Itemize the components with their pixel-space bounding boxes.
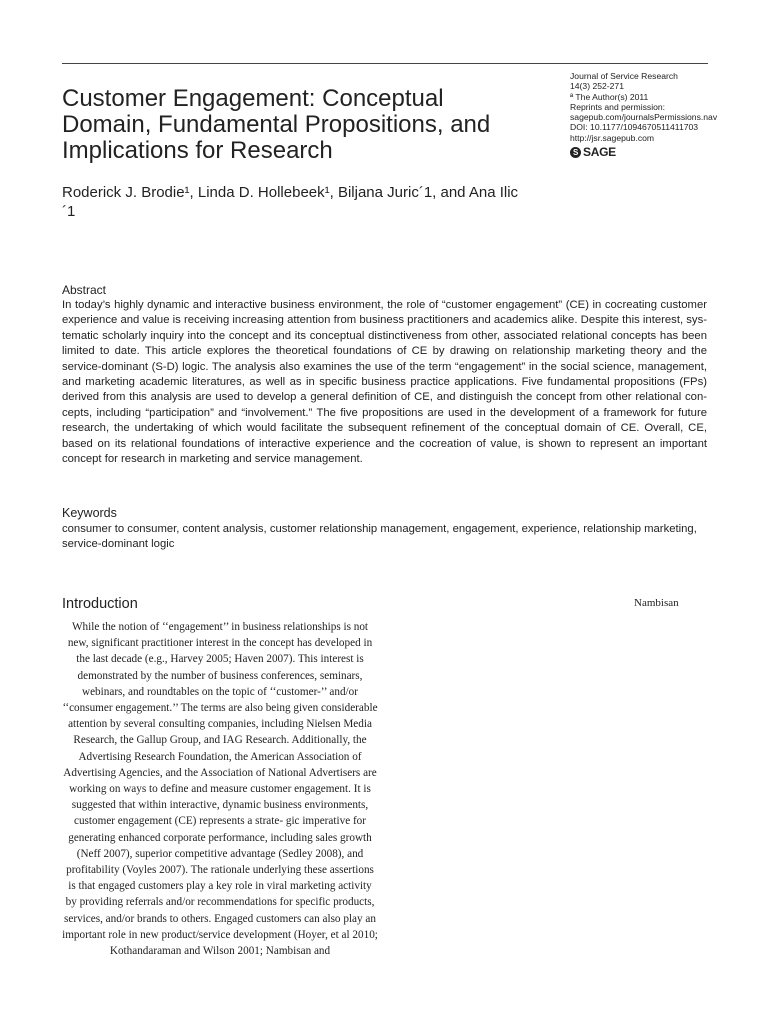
introduction-text: While the notion of ‘‘engagement’’ in business relationships is not new, significant practitioner interest in the concept has developed in the last decade (e.g., Harvey 2005; Haven 2007). This interest is demonstrated by the number of business conferences, seminars, webinars, and roundtables on the topic of ‘‘customer-’’ and/or ‘‘consumer engagement.’’ The terms are also being given considerable attention by several consulting companies, including Nielsen Media Research, the Gallup Group, and IAG Research. Additionally, the Advertising Research Foundation, the American Association of Advertising Agencies, and the Association of National Advertisers are working on ways to define and measure customer engagement. It is suggested that within interactive, dynamic business environments, customer engagement (CE) represents a strate- gic imperative for generating enhanced corporate performance, including sales growth (Neff 2007), superior competitive advantage (Sedley 2008), and profitability (Voyles 2007). The rationale underlying these assertions is that engaged customers play a key role in viral marketing activity by providing referrals and/or recommendations for specific products, services, and/or brands to others. Engaged customers can also play an important role in new product/service development (Hoyer, et al 2010; Kothandaraman and Wilson 2001; Nambisan and: [62, 621, 378, 958]
journal-volume: 14(3) 252-271: [570, 81, 624, 92]
journal-name[interactable]: Journal of Service Research: [570, 71, 678, 81]
reprints-label: Reprints and permission:: [570, 101, 666, 112]
sage-logo-text: SAGE: [583, 145, 616, 160]
doi-link[interactable]: DOI: 10.1177/1094670511411703: [570, 122, 699, 133]
permissions-link[interactable]: sagepub.com/journalsPermissions.nav: [570, 112, 718, 123]
abstract-heading: Abstract: [62, 283, 107, 297]
keywords-text: consumer to consumer, content analysis, customer relationship management, engagement, experience, relationship marketing, service-dominant logic: [62, 523, 697, 551]
sage-logo: [570, 145, 730, 159]
journal-url-link[interactable]: http://jsr.sagepub.com: [570, 132, 655, 143]
journal-info: [570, 71, 730, 159]
header-rule: [62, 63, 708, 64]
article-title: Customer Engagement: Conceptual Domain, Fundamental Propositions, and Implications for Research: [62, 85, 491, 164]
sage-logo-icon: S: [570, 147, 581, 158]
abstract-text: In today’s highly dynamic and interactive business environment, the role of “customer engagement” (CE) in cocreating customer experience and value is receiving increasing attention from business practitioners and academics alike. Despite this interest, sys- tematic scholarly inquiry into the concept and its conceptual distinctiveness from other, associated relational concepts has been limited to date. This article explores the theoretical foundations of CE by drawing on relationship marketing theory and the service-dominant (S-D) logic. The analysis also examines the use of the term “engagement” in the social science, management, and marketing academic literatures, as well as in specific business practice applications. Five fundamental propositions (FPs) derived from this analysis are used to develop a general definition of CE, and distinguish the concept from other relational con- cepts, including “participation” and “involvement.” The five propositions are used in the development of a framework for future research, the undertaking of which would facilitate the subsequent refinement of the conceptual domain of CE. Overall, CE, based on its relational foundations of interactive experience and the cocreation of value, is shown to represent an important concept for research in marketing and service management.: [62, 299, 707, 466]
right-column-text: Nambisan: [634, 597, 679, 609]
keywords-heading: Keywords: [62, 506, 117, 520]
introduction-heading: Introduction: [62, 596, 138, 612]
copyright-line: ª The Author(s) 2011: [570, 91, 649, 102]
author-list: Roderick J. Brodie¹, Linda D. Hollebeek¹, Biljana Juric´1, and Ana Ilic´1: [62, 184, 519, 220]
